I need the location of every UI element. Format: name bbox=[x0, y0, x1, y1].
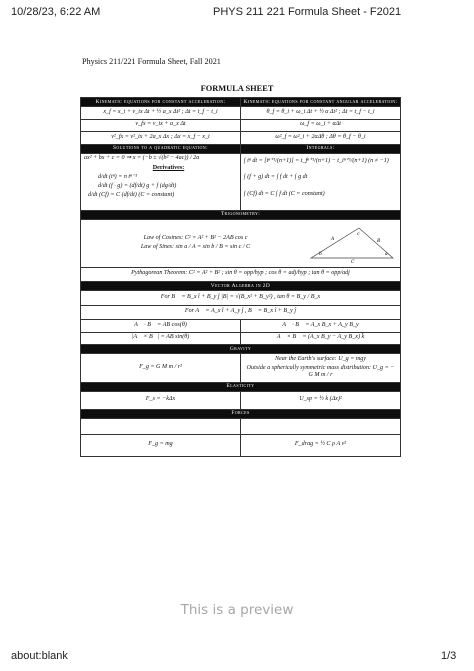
triangle-diagram bbox=[307, 222, 397, 264]
section-forces: Forces bbox=[81, 409, 401, 418]
eq-angular-velocity-squared: ω²_f = ω²_i + 2αΔθ ; Δθ = θ_f − θ_i bbox=[241, 132, 401, 145]
pythagoras-row bbox=[81, 267, 401, 282]
eq-angular-position: θ_f = θ_i + ω_i Δt + ½ α Δt² ; Δt = t_f − t_i bbox=[241, 107, 401, 120]
eq-dot-product-magnitude: A⃗ · B⃗ = AB cos(θ) bbox=[81, 320, 241, 333]
forces-blank-row bbox=[81, 418, 401, 434]
section-vector-algebra: Vector Algebra in 2D bbox=[81, 282, 401, 291]
section-quadratic: Solutions to a quadratic equation: bbox=[81, 144, 241, 153]
section-header-row bbox=[81, 144, 401, 153]
trigonometry-row bbox=[81, 219, 401, 267]
kinematic-row bbox=[81, 107, 401, 120]
eq-dot-product-components: A⃗ · B⃗ = A_x B_x + A_y B_y bbox=[241, 320, 401, 333]
eq-gravity-sphere: Outside a spherically symmetric mass distribution: U_g = − G M m / r bbox=[246, 364, 395, 379]
eq-law-of-sines: Law of Sines: sin a / A = sin b / B = sin c / C bbox=[140, 243, 251, 250]
browser-url: about:blank bbox=[11, 650, 68, 662]
section-header-row bbox=[81, 409, 401, 418]
eq-angular-velocity: ω_f = ω_i + αΔt bbox=[241, 119, 401, 132]
browser-page-title: PHYS 211 221 Formula Sheet - F2021 bbox=[213, 6, 402, 18]
eq-linear-velocity-squared: v²_fx = v²_ix + 2a_x Δx ; Δx = x_f − x_i bbox=[81, 132, 241, 145]
eq-law-of-cosines: Law of Cosines: C² = A² + B² − 2AB cos c bbox=[143, 234, 248, 241]
triangle-angle-c-label: c bbox=[357, 232, 360, 237]
eq-gravity-force: F_g = G M m / r² bbox=[81, 354, 241, 383]
eq-integral-sum: ∫ (f + g) dt = ∫ f dt + ∫ g dt bbox=[244, 174, 308, 181]
empty-cell bbox=[81, 418, 241, 434]
section-kinematic-angular: Kinematic equations for constant angular acceleration: bbox=[241, 98, 401, 107]
calculus-row bbox=[81, 153, 401, 210]
section-header-row bbox=[81, 345, 401, 354]
eq-derivative-power: d/dt (tⁿ) = n tⁿ⁻¹ bbox=[98, 173, 138, 180]
section-gravity: Gravity bbox=[81, 345, 401, 354]
derivatives-title: Derivatives: bbox=[152, 164, 185, 171]
vector-row bbox=[81, 332, 401, 345]
eq-pythagorean: Pythagorean Theorem: C² = A² + B² ; sin θ = opp/hyp ; cos θ = adj/hyp ; tan θ = opp/adj bbox=[81, 267, 401, 282]
eq-derivative-constant: d/dt (Cf) = C (df/dt) (C = constant) bbox=[88, 192, 175, 199]
vector-row bbox=[81, 305, 401, 320]
empty-cell bbox=[241, 418, 401, 434]
section-integrals: Integrals: bbox=[241, 144, 401, 153]
vector-row bbox=[81, 320, 401, 333]
eq-cross-product-magnitude: |A⃗ × B⃗| = AB sin(θ) bbox=[81, 332, 241, 345]
section-elasticity: Elasticity bbox=[81, 382, 401, 391]
eq-integral-power: ∫ tⁿ dt = [tⁿ⁺¹/(n+1)] = t_fⁿ⁺¹/(n+1) − t_iⁿ⁺¹/(n+1) (n ≠ −1) bbox=[244, 157, 389, 164]
trigonometry-cell bbox=[81, 219, 401, 267]
gravity-row bbox=[81, 354, 401, 383]
document-subtitle: Physics 211/221 Formula Sheet, Fall 2021 bbox=[82, 57, 221, 66]
forces-row bbox=[81, 434, 401, 456]
browser-page-count: 1/3 bbox=[441, 650, 457, 662]
triangle-angle-b-label: b bbox=[319, 252, 322, 257]
eq-spring-energy: U_sp = ½ k (Δx)² bbox=[241, 391, 401, 409]
eq-hooke: F_s = −kΔx bbox=[81, 391, 241, 409]
browser-datetime: 10/28/23, 6:22 AM bbox=[11, 6, 101, 18]
eq-gravity-surface: Near the Earth's surface: U_g = mgy bbox=[274, 355, 367, 362]
eq-integral-constant: ∫ (Cf) dt = C ∫ f dt (C = constant) bbox=[244, 190, 325, 197]
eq-cross-product-components: A⃗ × B⃗ = (A_x B_y − A_y B_x) k̂ bbox=[241, 332, 401, 345]
eq-vector-components: For A⃗ = A_x î + A_y ĵ , B⃗ = B_x î + B_y ĵ bbox=[81, 305, 401, 320]
eq-derivative-product: d/dt (f · g) = (df/dt) g + f (dg/dt) bbox=[98, 183, 177, 190]
calculus-right-cell bbox=[241, 153, 401, 210]
preview-watermark: This is a preview bbox=[180, 602, 294, 618]
triangle-side-A-label: A bbox=[331, 237, 335, 242]
gravity-energy-cell bbox=[241, 354, 401, 383]
section-header-row bbox=[81, 98, 401, 107]
eq-vector-magnitude: For B⃗ = B_x î + B_y ĵ |B| = √(B_x² + B_y²) , tan θ = B_y / B_x bbox=[81, 291, 401, 306]
triangle-side-B-label: B bbox=[377, 239, 381, 244]
eq-quadratic: ax² + bx + c = 0 ⇒ x = (−b ± √(b² − 4ac)) / 2a bbox=[84, 155, 200, 162]
calculus-left-cell bbox=[81, 153, 241, 210]
eq-weight: F_g = mg bbox=[81, 434, 241, 456]
elasticity-row bbox=[81, 391, 401, 409]
eq-linear-velocity: v_fx = v_ix + a_x Δt bbox=[81, 119, 241, 132]
triangle-side-C-label: C bbox=[351, 260, 355, 264]
triangle-angle-a-label: a bbox=[385, 252, 388, 257]
section-header-row bbox=[81, 382, 401, 391]
document-title: FORMULA SHEET bbox=[200, 84, 274, 93]
eq-drag: F_drag = ½ C ρ A v² bbox=[241, 434, 401, 456]
formula-table bbox=[80, 97, 401, 457]
section-header-row bbox=[81, 282, 401, 291]
kinematic-row bbox=[81, 132, 401, 145]
section-trigonometry: Trigonometry: bbox=[81, 210, 401, 219]
kinematic-row bbox=[81, 119, 401, 132]
eq-linear-position: x_f = x_i + v_ix Δt + ½ a_x Δt² ; Δt = t_f − t_i bbox=[81, 107, 241, 120]
section-kinematic-linear: Kinematic equations for constant acceleration: bbox=[81, 98, 241, 107]
vector-row bbox=[81, 291, 401, 306]
section-header-row bbox=[81, 210, 401, 219]
